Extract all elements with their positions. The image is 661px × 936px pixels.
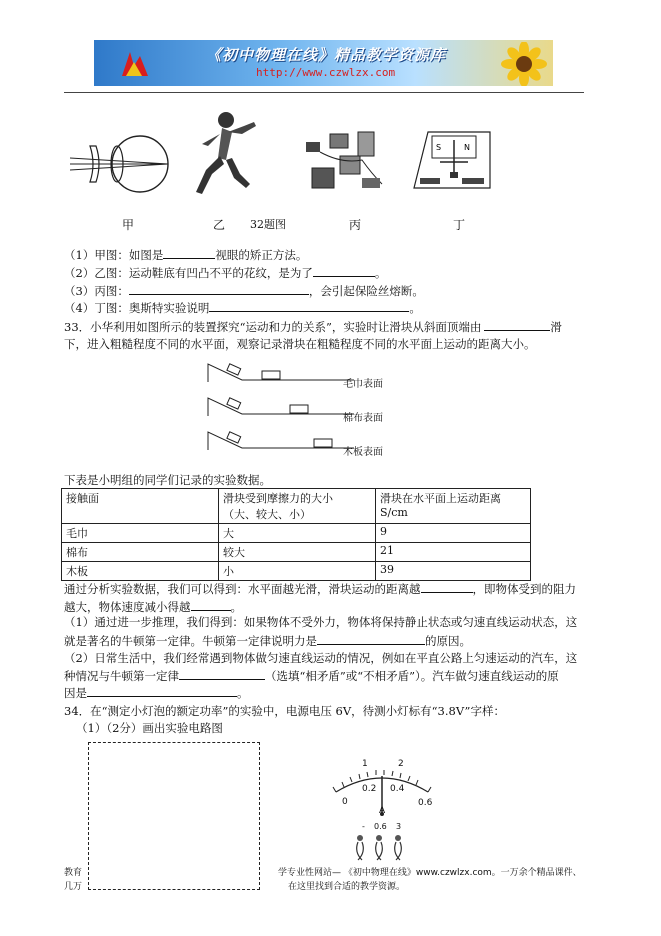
q32-blank3[interactable] (129, 282, 309, 295)
q33-p5: （2）日常生活中，我们经常遇到物体做匀速直线运动的情况，例如在平直公路上匀速运动的汽车，这 (64, 651, 578, 665)
q32-blank4[interactable] (209, 299, 409, 312)
surface-label-towel: 毛巾表面 (343, 379, 383, 390)
header-rule (64, 92, 584, 93)
meter-unit: A (379, 806, 386, 816)
q33-p6: 种情况与牛顿第一定律 （选填“相矛盾”或“不相矛盾”）。汽车做匀速直线运动的原 (64, 669, 559, 683)
q33-blank6[interactable] (87, 684, 237, 697)
meter-terminal-06: 0.6 (374, 822, 387, 831)
table-row: 木板 小 39 (62, 562, 531, 581)
fig-caption: 32题图 (250, 218, 286, 231)
banner-title: 《初中物理在线》精品教学资源库 (206, 46, 447, 64)
table-row: 毛巾 大 9 (62, 524, 531, 543)
q32-blank2[interactable] (313, 264, 375, 277)
table-header-cell: 滑块在水平面上运动距离 S/cm (376, 489, 531, 524)
surface-label-cotton: 棉布表面 (343, 413, 383, 424)
eye-diagram-icon (70, 128, 170, 200)
q34-line2: （1）（2分）画出实验电路图 (76, 721, 223, 735)
meter-terminals-icon (352, 830, 406, 864)
q33-line1: 33．小华利用如图所示的装置探究“运动和力的关系”，实验时让滑块从斜面顶端由 滑 (64, 320, 562, 334)
q33-line2: 下，进入粗糙程度不同的水平面，观察记录滑块在粗糙程度不同的水平面上运动的距离大小。 (64, 337, 536, 351)
q33-table-intro: 下表是小明组的同学们记录的实验数据。 (64, 473, 271, 487)
table-header-row (62, 489, 531, 524)
q33-blank4[interactable] (317, 632, 425, 645)
meter-terminal-3: 3 (396, 822, 402, 831)
sunflower-icon (498, 42, 550, 86)
q33-p3: （1）通过进一步推理，我们得到：如果物体不受外力，物体将保持静止状态或匀速直线运动状态，这 (64, 615, 578, 629)
surface-label-wood: 木板表面 (343, 447, 383, 458)
meter-inner-label-02: 0.2 (362, 784, 377, 794)
logo-icon (116, 46, 154, 80)
q32-item3: （3）丙图： ，会引起保险丝熔断。 (64, 284, 424, 298)
q32-item1: （1）甲图：如图是 视眼的矫正方法。 (64, 248, 308, 262)
svg-text:S: S (436, 143, 442, 152)
meter-outer-label-0: 0 (342, 797, 348, 807)
meter-top-label-2: 2 (398, 759, 404, 769)
footer-line2: 几万 在这里找到合适的教学资源。 (64, 882, 406, 892)
q33-p1: 通过分析实验数据，我们可以得到：水平面越光滑，滑块运动的距离越 ，即物体受到的阻力 (64, 582, 576, 596)
q33-blank5[interactable] (179, 667, 265, 680)
footer-line1: 教育 学专业性网站— 《初中物理在线》www.czwlzx.com。一万余个精品课件、 (64, 868, 582, 878)
q33-blank3[interactable] (191, 598, 231, 611)
q33-blank1[interactable] (484, 318, 550, 331)
meter-inner-label-04: 0.4 (390, 784, 405, 794)
fig-label-bing: 丙 (349, 218, 362, 232)
q33-p4: 就是著名的牛顿第一定律。牛顿第一定律说明力是 的原因。 (64, 634, 471, 648)
q33-p7: 因是 。 (64, 686, 249, 700)
banner-url: http://www.czwlzx.com (256, 66, 396, 79)
q32-item2: （2）乙图：运动鞋底有凹凸不平的花纹，是为了 。 (64, 266, 387, 280)
electric-appliances-icon (302, 124, 386, 198)
q33-p2: 越大，物体速度减小得越 。 (64, 600, 242, 614)
runner-icon (182, 108, 262, 204)
meter-top-label-1: 1 (362, 759, 368, 769)
header-banner (94, 40, 553, 86)
table-header-cell: 滑块受到摩擦力的大小 （大、较大、小） (219, 489, 376, 524)
q33-blank2[interactable] (421, 580, 473, 593)
experiment-data-table (61, 488, 531, 581)
q34-line1: 34．在“测定小灯泡的额定功率”的实验中，电源电压 6V，待测小灯标有“3.8V”字样： (64, 704, 505, 718)
oersted-experiment-icon (410, 128, 494, 198)
fig-label-yi: 乙 (213, 218, 226, 232)
table-header-cell: 接触面 (62, 489, 219, 524)
fig-label-jia: 甲 (122, 218, 135, 232)
fig-label-ding: 丁 (453, 218, 466, 232)
q32-blank1[interactable] (163, 246, 215, 259)
meter-terminal-minus: - (362, 822, 365, 831)
meter-outer-label-06: 0.6 (418, 798, 433, 808)
table-row: 棉布 较大 21 (62, 543, 531, 562)
svg-text:N: N (464, 143, 470, 152)
q32-item4: （4）丁图：奥斯特实验说明 。 (64, 301, 421, 315)
